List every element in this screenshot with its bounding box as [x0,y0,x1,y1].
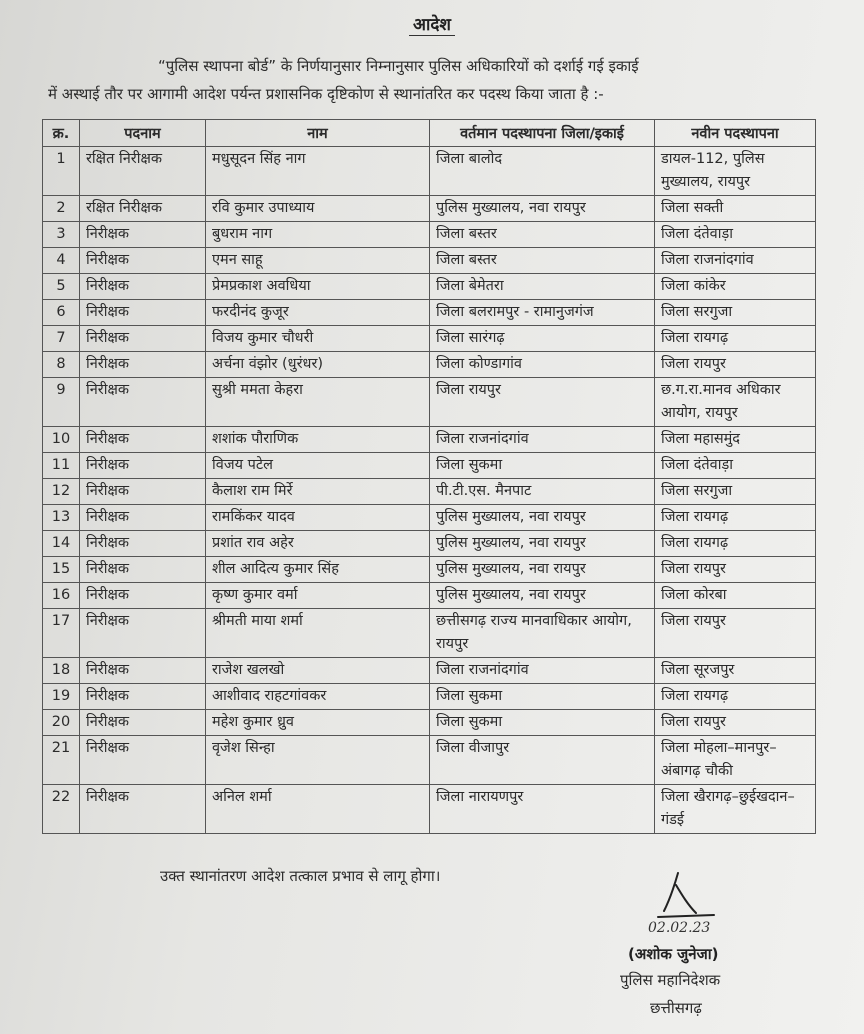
intro-line-1: “पुलिस स्थापना बोर्ड” के निर्णयानुसार निम्नानुसार पुलिस अधिकारियों को दर्शाई गई इकाई [158,57,639,75]
table-row [43,248,816,274]
name-cell: बुधराम नाग [206,222,430,248]
current-posting-cell: पी.टी.एस. मैनपाट [430,479,655,505]
table-row [43,453,816,479]
serial-cell: 4 [43,248,80,274]
rank-cell: निरीक्षक [80,710,206,736]
new-posting-cell: डायल-112, पुलिस मुख्यालय, रायपुर [655,147,816,196]
serial-cell: 15 [43,557,80,583]
serial-cell: 6 [43,300,80,326]
rank-cell: निरीक्षक [80,531,206,557]
new-posting-cell: जिला सरगुजा [655,300,816,326]
current-posting-cell: जिला सारंगढ़ [430,326,655,352]
current-posting-cell: जिला रायपुर [430,378,655,427]
new-posting-cell: जिला दंतेवाड़ा [655,453,816,479]
serial-cell: 3 [43,222,80,248]
header-serial: क्र. [43,120,80,147]
current-posting-cell: पुलिस मुख्यालय, नवा रायपुर [430,531,655,557]
current-posting-cell: जिला बस्तर [430,248,655,274]
new-posting-cell: जिला रायगढ़ [655,326,816,352]
new-posting-cell: जिला राजनांदगांव [655,248,816,274]
rank-cell: निरीक्षक [80,736,206,785]
name-cell: श्रीमती माया शर्मा [206,609,430,658]
serial-cell: 10 [43,427,80,453]
name-cell: शील आदित्य कुमार सिंह [206,557,430,583]
name-cell: रामकिंकर यादव [206,505,430,531]
name-cell: अनिल शर्मा [206,785,430,834]
current-posting-cell: जिला बेमेतरा [430,274,655,300]
current-posting-cell: जिला बलरामपुर - रामानुजगंज [430,300,655,326]
transfer-table [42,119,816,834]
new-posting-cell: जिला मोहला–मानपुर–अंबागढ़ चौकी [655,736,816,785]
new-posting-cell: जिला खैरागढ़–छुईखदान–गंडई [655,785,816,834]
rank-cell: निरीक्षक [80,684,206,710]
table-row [43,427,816,453]
rank-cell: निरीक्षक [80,222,206,248]
table-row [43,557,816,583]
header-current-posting: वर्तमान पदस्थापना जिला/इकाई [430,120,655,147]
new-posting-cell: जिला कोरबा [655,583,816,609]
rank-cell: निरीक्षक [80,658,206,684]
table-row [43,352,816,378]
table-row [43,684,816,710]
signatory-designation: पुलिस महानिदेशक [620,971,721,989]
serial-cell: 5 [43,274,80,300]
table-row [43,658,816,684]
serial-cell: 21 [43,736,80,785]
rank-cell: निरीक्षक [80,274,206,300]
new-posting-cell: जिला रायपुर [655,352,816,378]
name-cell: आशीवाद राहटगांवकर [206,684,430,710]
name-cell: वृजेश सिन्हा [206,736,430,785]
table-row [43,736,816,785]
header-name: नाम [206,120,430,147]
rank-cell: निरीक्षक [80,557,206,583]
name-cell: फरदीनंद कुजूर [206,300,430,326]
name-cell: शशांक पौराणिक [206,427,430,453]
name-cell: विजय पटेल [206,453,430,479]
serial-cell: 9 [43,378,80,427]
intro-paragraph [48,52,804,108]
new-posting-cell: जिला कांकेर [655,274,816,300]
current-posting-cell: जिला बस्तर [430,222,655,248]
serial-cell: 22 [43,785,80,834]
rank-cell: निरीक्षक [80,300,206,326]
table-row [43,609,816,658]
current-posting-cell: पुलिस मुख्यालय, नवा रायपुर [430,557,655,583]
rank-cell: रक्षित निरीक्षक [80,196,206,222]
current-posting-cell: जिला सुकमा [430,710,655,736]
current-posting-cell: पुलिस मुख्यालय, नवा रायपुर [430,196,655,222]
serial-cell: 18 [43,658,80,684]
table-row [43,196,816,222]
rank-cell: निरीक्षक [80,453,206,479]
current-posting-cell: जिला राजनांदगांव [430,658,655,684]
serial-cell: 7 [43,326,80,352]
serial-cell: 19 [43,684,80,710]
new-posting-cell: जिला सक्ती [655,196,816,222]
serial-cell: 16 [43,583,80,609]
name-cell: विजय कुमार चौधरी [206,326,430,352]
signatory-state: छत्तीसगढ़ [650,999,702,1017]
serial-cell: 11 [43,453,80,479]
rank-cell: रक्षित निरीक्षक [80,147,206,196]
serial-cell: 8 [43,352,80,378]
name-cell: राजेश खलखो [206,658,430,684]
rank-cell: निरीक्षक [80,378,206,427]
rank-cell: निरीक्षक [80,326,206,352]
table-row [43,274,816,300]
new-posting-cell: जिला महासमुंद [655,427,816,453]
current-posting-cell: जिला सुकमा [430,684,655,710]
table-header-row [43,120,816,147]
name-cell: प्रेमप्रकाश अवधिया [206,274,430,300]
current-posting-cell: जिला नारायणपुर [430,785,655,834]
name-cell: सुश्री ममता केहरा [206,378,430,427]
rank-cell: निरीक्षक [80,785,206,834]
table-row [43,222,816,248]
intro-line-2: में अस्थाई तौर पर आगामी आदेश पर्यन्त प्रशासनिक दृष्टिकोण से स्थानांतरित कर पदस्थ किया जाता है :- [48,85,604,103]
name-cell: महेश कुमार ध्रुव [206,710,430,736]
table-row [43,531,816,557]
document-title: आदेश [0,12,864,35]
new-posting-cell: जिला रायगढ़ [655,684,816,710]
table-row [43,147,816,196]
serial-cell: 14 [43,531,80,557]
serial-cell: 2 [43,196,80,222]
new-posting-cell: जिला रायपुर [655,710,816,736]
rank-cell: निरीक्षक [80,248,206,274]
signature-date: 02.02.23 [648,920,711,936]
name-cell: कैलाश राम मिर्रे [206,479,430,505]
current-posting-cell: जिला सुकमा [430,453,655,479]
serial-cell: 1 [43,147,80,196]
new-posting-cell: जिला सूरजपुर [655,658,816,684]
rank-cell: निरीक्षक [80,609,206,658]
current-posting-cell: जिला वीजापुर [430,736,655,785]
current-posting-cell: जिला बालोद [430,147,655,196]
rank-cell: निरीक्षक [80,505,206,531]
serial-cell: 17 [43,609,80,658]
table-row [43,785,816,834]
name-cell: रवि कुमार उपाध्याय [206,196,430,222]
rank-cell: निरीक्षक [80,479,206,505]
new-posting-cell: जिला सरगुजा [655,479,816,505]
name-cell: कृष्ण कुमार वर्मा [206,583,430,609]
current-posting-cell: छत्तीसगढ़ राज्य मानवाधिकार आयोग, रायपुर [430,609,655,658]
table-row [43,378,816,427]
current-posting-cell: जिला कोण्डागांव [430,352,655,378]
name-cell: अर्चना वंझोर (धुरंधर) [206,352,430,378]
current-posting-cell: जिला राजनांदगांव [430,427,655,453]
header-rank: पदनाम [80,120,206,147]
new-posting-cell: जिला रायगढ़ [655,531,816,557]
closing-statement: उक्त स्थानांतरण आदेश तत्काल प्रभाव से लागू होगा। [160,867,441,885]
new-posting-cell: जिला रायपुर [655,609,816,658]
name-cell: मधुसूदन सिंह नाग [206,147,430,196]
rank-cell: निरीक्षक [80,427,206,453]
current-posting-cell: पुलिस मुख्यालय, नवा रायपुर [430,505,655,531]
signatory-name: (अशोक जुनेजा) [628,945,719,963]
header-new-posting: नवीन पदस्थापना [655,120,816,147]
name-cell: प्रशांत राव अहेर [206,531,430,557]
rank-cell: निरीक्षक [80,583,206,609]
serial-cell: 13 [43,505,80,531]
current-posting-cell: पुलिस मुख्यालय, नवा रायपुर [430,583,655,609]
table-row [43,300,816,326]
rank-cell: निरीक्षक [80,352,206,378]
serial-cell: 20 [43,710,80,736]
signature-mark [630,865,740,925]
new-posting-cell: जिला दंतेवाड़ा [655,222,816,248]
name-cell: एमन साहू [206,248,430,274]
table-row [43,505,816,531]
serial-cell: 12 [43,479,80,505]
new-posting-cell: छ.ग.रा.मानव अधिकार आयोग, रायपुर [655,378,816,427]
new-posting-cell: जिला रायपुर [655,557,816,583]
table-row [43,710,816,736]
table-row [43,326,816,352]
new-posting-cell: जिला रायगढ़ [655,505,816,531]
table-row [43,583,816,609]
table-row [43,479,816,505]
